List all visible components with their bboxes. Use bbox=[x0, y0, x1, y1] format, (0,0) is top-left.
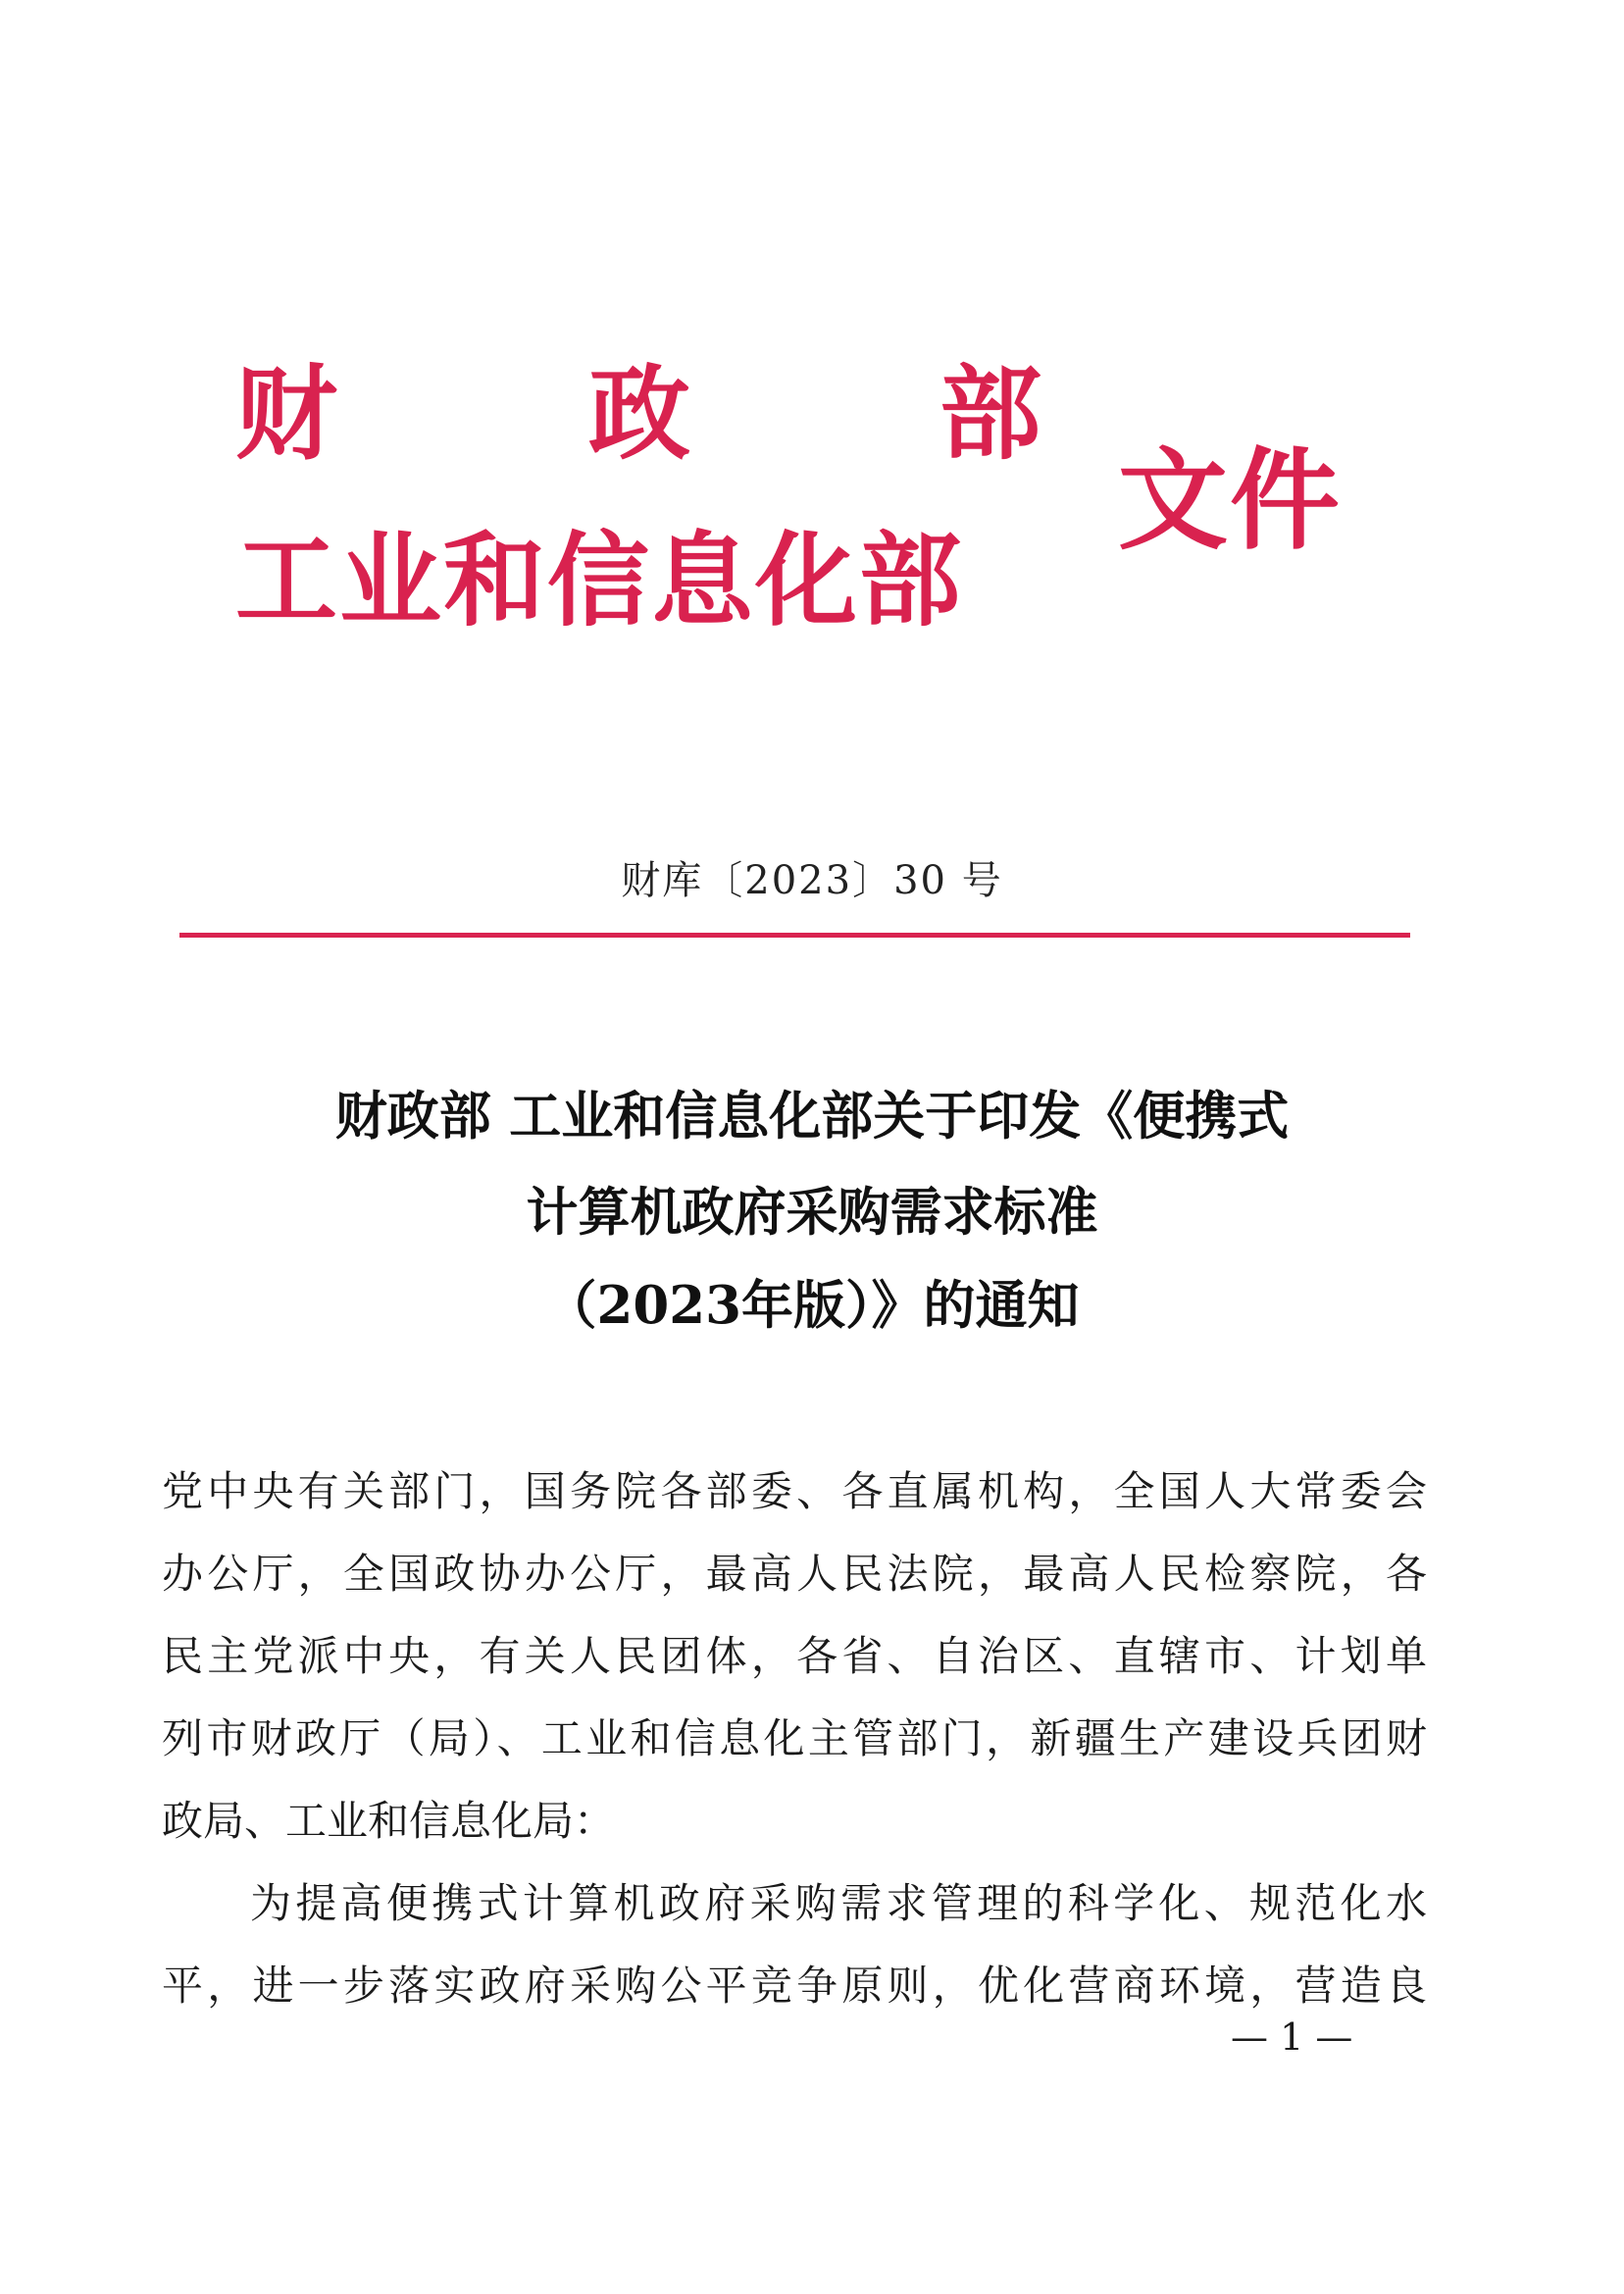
document-number: 财库〔2023〕30 号 bbox=[621, 858, 1003, 903]
masthead-char-zheng: 政 bbox=[588, 353, 691, 474]
title-line-2: 计算机政府采购需求标准 bbox=[526, 1182, 1098, 1243]
masthead-char-cai: 财 bbox=[235, 353, 338, 474]
title-line-1: 财政部 工业和信息化部关于印发《便携式 bbox=[334, 1086, 1290, 1147]
masthead-char-bu: 部 bbox=[939, 353, 1042, 474]
title-line-3: （2023年版）》的通知 bbox=[544, 1275, 1080, 1336]
addressee-line-5: 政局、工业和信息化局： bbox=[162, 1797, 616, 1845]
paragraph-line-2: 平，进一步落实政府采购公平竞争原则，优化营商环境，营造良 bbox=[162, 1962, 1427, 2010]
addressee-line-2: 办公厅，全国政协办公厅，最高人民法院，最高人民检察院，各 bbox=[162, 1550, 1427, 1598]
addressee-line-1: 党中央有关部门，国务院各部委、各直属机构，全国人大常委会 bbox=[162, 1467, 1427, 1515]
masthead-document-suffix: 文件 bbox=[1118, 436, 1342, 565]
page-number: — 1 — bbox=[1231, 2015, 1353, 2059]
masthead-miit: 工业和信息化部 bbox=[235, 520, 964, 640]
addressee-line-3: 民主党派中央，有关人民团体，各省、自治区、直辖市、计划单 bbox=[162, 1632, 1427, 1680]
paragraph-line-1: 为提高便携式计算机政府采购需求管理的科学化、规范化水 bbox=[250, 1879, 1427, 1927]
red-separator-line bbox=[179, 933, 1410, 938]
addressee-line-4: 列市财政厅（局）、工业和信息化主管部门，新疆生产建设兵团财 bbox=[162, 1714, 1427, 1762]
